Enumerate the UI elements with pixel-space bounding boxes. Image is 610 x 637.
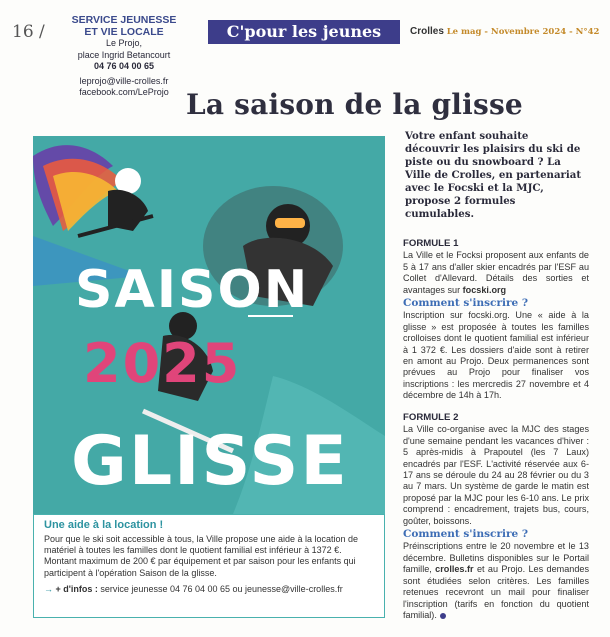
end-dot-icon bbox=[440, 613, 446, 619]
crolles-link[interactable]: crolles.fr bbox=[435, 564, 474, 575]
formule1-section bbox=[403, 238, 589, 402]
poster-word-glisse: GLISSE bbox=[71, 422, 349, 501]
service-title-line2: ET VIE LOCALE bbox=[84, 26, 164, 38]
formule2-how-heading: Comment s'inscrire ? bbox=[403, 528, 528, 541]
formule2-section bbox=[403, 412, 589, 621]
aid-info-label: + d'infos : bbox=[55, 583, 98, 594]
arrow-right-icon: → bbox=[44, 583, 53, 594]
formule2-how-text bbox=[403, 541, 589, 621]
aid-box bbox=[33, 514, 385, 618]
formule2-heading: FORMULE 2 bbox=[403, 412, 459, 423]
service-phone: 04 76 04 00 65 bbox=[93, 61, 155, 71]
formule2-how-body-a: Préinscriptions entre le 20 novembre et le 13 décembre. Bulletins disponibles sur le Portail famille, bbox=[403, 541, 589, 575]
poster-image bbox=[33, 136, 385, 514]
service-title-line1: SERVICE JEUNESSE bbox=[71, 14, 177, 26]
formule1-heading: FORMULE 1 bbox=[403, 238, 459, 249]
service-facebook[interactable]: facebook.com/LeProjo bbox=[79, 87, 169, 97]
formule1-how-heading: Comment s'inscrire ? bbox=[403, 297, 528, 310]
magazine-info bbox=[410, 26, 599, 37]
formule2-how-body-b: et au Projo. Les demandes sont étudiées selon critères. Les familles retenues recevront un mail pour finaliser l'inscription (tarifs en fonction du quotient familial). bbox=[403, 564, 589, 620]
article-intro: Votre enfant souhaite découvrir les plaisirs du ski de piste ou du snowboard ? La Ville de Crolles, en partenariat avec le Focski et la MJC, propose 2 formules cumulables. bbox=[405, 130, 582, 220]
service-contact-block bbox=[60, 14, 188, 99]
formule1-text bbox=[403, 250, 589, 296]
aid-box-text: Pour que le ski soit accessible à tous, la Ville propose une aide à la location de matériel à toutes les familles dont le quotient familial est inférieur à 1372 €. Montant maximum de 200 € par équipement et par saison pour les enfants qui participent à l'opération Saison de la glisse. bbox=[44, 534, 359, 578]
formule1-how-text: Inscription sur focski.org. Une « aide à la glisse » est proposée à toutes les familles crolloises dont le quotient familial est inférieur à 1 372 €. Les dossiers d'aide sont à retirer en amont au Projo. Deux permanences sont prévues au Projo pour finaliser vos inscriptions : les mercredis 27 novembre et 4 décembre de 14h à 17h. bbox=[403, 310, 589, 401]
aid-box-title: Une aide à la location ! bbox=[44, 519, 164, 531]
article-title: La saison de la glisse bbox=[186, 88, 523, 121]
poster-year: 2025 bbox=[83, 332, 242, 395]
service-place: Le Projo, bbox=[105, 38, 143, 48]
formule1-body: La Ville et le Focksi proposent aux enfants de 5 à 17 ans d'aller skier encadrés par l'ESF au Collet d'Allevard. Détails des sorties et avantages sur bbox=[403, 250, 589, 295]
focski-link[interactable]: focski.org bbox=[462, 284, 507, 295]
aid-box-info bbox=[44, 584, 374, 594]
page-number: 16 / bbox=[12, 22, 45, 42]
poster-word-saison: SAISON bbox=[75, 260, 310, 320]
service-address: place Ingrid Betancourt bbox=[77, 49, 171, 60]
magazine-city: Crolles bbox=[410, 26, 444, 37]
service-email[interactable]: leprojo@ville-crolles.fr bbox=[79, 75, 169, 86]
formule2-text: La Ville co-organise avec la MJC des stages d'une semaine pendant les vacances d'hiver : 5 après-midis à Prapoutel (les 7 Laux) encadrés par l'ESF. L'activité réservée aux 6-17 ans se déroule du 24 au 28 février ou du 3 au 7 mars. Un système de garde le matin est proposé par la MJC pour les 6-10 ans. Le prix comprend : encadrement, trajets bus, cours, goûter, boissons. bbox=[403, 424, 589, 526]
aid-info-contact[interactable]: service jeunesse 04 76 04 00 65 ou jeunesse@ville-crolles.fr bbox=[100, 583, 343, 594]
rubric-banner: C'pour les jeunes bbox=[208, 20, 400, 44]
magazine-issue: Le mag - Novembre 2024 - N°42 bbox=[446, 27, 600, 37]
